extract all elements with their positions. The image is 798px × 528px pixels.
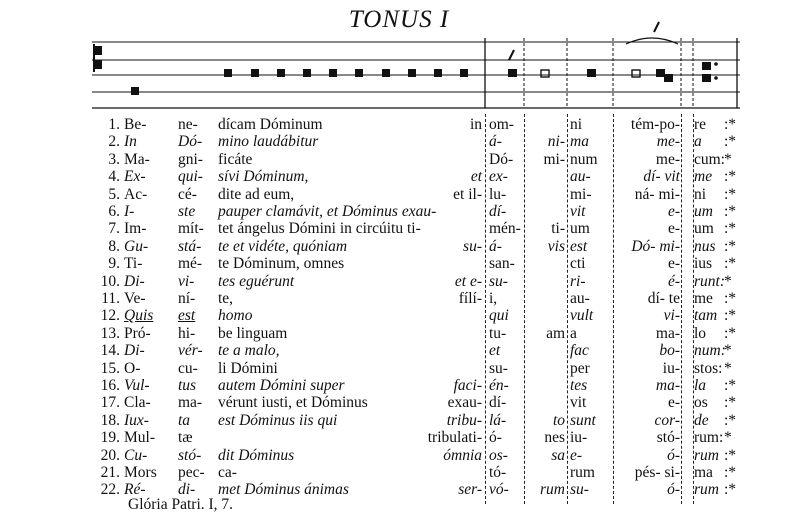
verse-syllable: Ve- [124, 290, 146, 307]
verse-syllable: á- [489, 237, 502, 255]
verse-syllable: ó- [667, 446, 680, 464]
verse-syllable: dí- te [647, 290, 680, 307]
verse-syllable: ta [178, 411, 191, 429]
verse-syllable: vérunt iusti, et Dóminus [218, 394, 368, 412]
column-divider [524, 114, 525, 504]
verse-syllable: te et vidéte, quóniam [218, 237, 348, 255]
verse-syllable: Ac- [124, 185, 148, 203]
verse-syllable: ser- [458, 481, 482, 499]
verse-syllable: :* [724, 464, 737, 481]
verse-syllable: tribulati- [427, 429, 482, 447]
c-clef-icon [93, 44, 102, 72]
verse-syllable: sunt [570, 411, 596, 429]
verse-syllable: os [694, 394, 708, 412]
verse-number: 11. [101, 290, 120, 307]
verse-syllable: et e- [454, 272, 482, 290]
verse-syllable: e- [570, 446, 583, 464]
verse-syllable: runt: [694, 272, 725, 290]
verse-syllable: Cu- [124, 446, 148, 464]
verse-syllable: stá- [178, 237, 202, 255]
verse-number: 22. [100, 481, 120, 499]
verse-syllable: iu- [570, 429, 588, 447]
verse-syllable: di- [178, 481, 196, 499]
verse-syllable: de [694, 411, 709, 429]
verse-syllable: i, [489, 290, 498, 307]
verse-syllable: to [552, 411, 565, 429]
verse-syllable: Ré- [124, 481, 146, 499]
verse-syllable: :* [724, 116, 737, 133]
verse-syllable: num [570, 150, 598, 168]
verse-number: 19. [100, 429, 120, 447]
verse-number: 9. [108, 255, 120, 273]
verse-syllable: nus [694, 237, 716, 255]
verse-syllable: su- [489, 272, 508, 290]
verse-syllable: me [694, 168, 713, 186]
verse-syllable: in [469, 116, 482, 133]
verse-syllable: dite ad eum, [218, 185, 295, 203]
verse-number: 15. [100, 359, 120, 377]
verse-syllable: stó- [178, 446, 202, 464]
verse-syllable: lo [694, 324, 707, 342]
verse-number: 21. [100, 464, 120, 481]
verse-syllable: :* [724, 324, 737, 342]
verse-syllable: Mul- [124, 429, 155, 447]
verse-syllable: In [124, 133, 137, 151]
verse-syllable: su- [463, 237, 482, 255]
verse-syllable: ni- [547, 133, 565, 151]
verse-syllable: met Dóminus ánimas [218, 481, 349, 499]
verse-syllable: faci- [453, 377, 482, 394]
verse-syllable: ma [570, 133, 589, 151]
verse-syllable: ó- [667, 481, 680, 499]
column-divider [567, 114, 568, 504]
verse-syllable: rum [570, 464, 595, 481]
verse-number: 3. [108, 150, 120, 168]
gloria-patri: Glória Patri. I, 7. [128, 496, 234, 513]
verse-syllable: :* [724, 203, 737, 220]
verse-syllable: stó- [656, 429, 680, 447]
verse-syllable: :* [724, 481, 737, 499]
verse-syllable: be linguam [218, 324, 288, 342]
verse-number: 14. [100, 342, 120, 360]
verse-syllable: Ex- [124, 168, 146, 186]
verse-syllable: vult [570, 307, 594, 325]
verse-syllable: est [570, 237, 588, 255]
verse-syllable: mé- [178, 255, 203, 273]
verse-syllable: vis [547, 237, 565, 255]
verse-syllable: :* [724, 255, 737, 273]
verse-syllable: Di- [124, 272, 145, 290]
verse-syllable: :* [724, 411, 737, 429]
verse-syllable: Di- [124, 342, 145, 360]
verse-syllable: ma [694, 464, 713, 481]
verse-syllable: su- [570, 481, 589, 499]
verse-syllable: mén- [489, 220, 521, 238]
verse-number: 5. [108, 185, 120, 203]
verse-syllable: iu- [662, 359, 680, 377]
verse-syllable: e- [667, 203, 680, 220]
verse-syllable: pauper clamávit, et Dóminus exau- [218, 203, 437, 220]
verse-syllable: tes eguérunt [218, 272, 295, 290]
verse-syllable: ne- [178, 116, 198, 133]
verse-number: 7. [108, 220, 120, 238]
verse-number: 10. [100, 272, 120, 290]
verse-syllable: * [724, 359, 732, 377]
verse-syllable: Dó- [178, 133, 203, 151]
verse-syllable: Cla- [124, 394, 151, 412]
verse-syllable: Iux- [124, 411, 149, 429]
verse-syllable: * [724, 342, 732, 360]
column-divider [681, 114, 682, 504]
verse-syllable: * [724, 429, 732, 447]
verse-syllable: :* [724, 185, 737, 203]
verse-syllable: fílí- [458, 290, 482, 307]
verse-number: 6. [108, 203, 120, 220]
verse-syllable: vit [570, 203, 586, 220]
verse-syllable: ri- [570, 272, 586, 290]
verse-syllable: bo- [659, 342, 680, 360]
chant-title: TONUS I [348, 6, 450, 33]
verse-syllable: tes [570, 377, 588, 394]
verse-syllable: é- [667, 272, 680, 290]
verse-syllable: san- [489, 255, 515, 273]
verse-syllable: tus [178, 377, 197, 394]
verse-syllable: cum: [694, 150, 725, 168]
verse-syllable: ste [178, 203, 196, 220]
verse-syllable: Be- [124, 116, 147, 133]
verse-syllable: tam [694, 307, 718, 325]
verse-syllable: autem Dómini super [218, 377, 345, 394]
verse-syllable: la [694, 377, 707, 394]
verse-syllable: tu- [489, 324, 507, 342]
verse-syllable: om- [489, 116, 514, 133]
verse-syllable: per [570, 359, 590, 377]
verse-syllable: qui- [178, 168, 203, 186]
verse-syllable: dícam Dóminum [218, 116, 323, 133]
verse-syllable: :* [724, 394, 737, 412]
verse-syllable: dí- vit [643, 168, 680, 186]
verse-syllable: Pró- [124, 324, 151, 342]
verse-syllable: rum [540, 481, 565, 499]
verse-syllable: mi- [543, 150, 565, 168]
verse-syllable: ma- [178, 394, 203, 412]
verse-syllable: Ma- [124, 150, 150, 168]
verse-syllable: um [694, 203, 713, 220]
verse-syllable: mít- [178, 220, 204, 238]
verse-syllable: ni [694, 185, 707, 203]
verse-number: 12. [100, 307, 120, 325]
verse-number: 13. [100, 324, 120, 342]
chant-staff [0, 0, 798, 120]
verse-syllable: pec- [178, 464, 205, 481]
verse-syllable: Im- [124, 220, 147, 238]
verse-syllable: su- [489, 359, 508, 377]
verse-syllable: :* [724, 307, 737, 325]
verse-syllable: te, [218, 290, 234, 307]
neume-notes [131, 62, 711, 95]
verse-syllable: Dó- [489, 150, 514, 168]
verse-syllable: :* [724, 220, 737, 238]
verse-syllable: rum: [694, 429, 724, 447]
verse-syllable: stos: [694, 359, 723, 377]
verse-syllable: pés- si- [634, 464, 680, 481]
verse-syllable: a [570, 324, 577, 342]
verse-syllable: ti- [551, 220, 565, 238]
verse-syllable: e- [667, 220, 680, 238]
verse-syllable: am [546, 324, 565, 342]
verse-syllable: nes [544, 429, 565, 447]
verse-syllable: tribu- [446, 411, 482, 429]
verse-syllable: est [178, 307, 196, 325]
verse-syllable: vi- [663, 307, 680, 325]
verse-syllable: homo [218, 307, 253, 325]
verse-syllable: tó- [489, 464, 507, 481]
verse-syllable: tém-po- [630, 116, 680, 133]
verse-syllable: vó- [489, 481, 509, 499]
verse-syllable: vit [570, 394, 587, 412]
verse-syllable: exau- [447, 394, 482, 412]
verse-syllable: li Dómini [218, 359, 278, 377]
verse-syllable: sívi Dóminum, [218, 168, 309, 186]
verse-syllable: e- [667, 394, 680, 412]
verse-syllable: :* [724, 290, 737, 307]
verse-syllable: Dó- mi- [631, 237, 680, 255]
verse-syllable: I- [124, 203, 135, 220]
verse-syllable: :* [724, 133, 737, 151]
verse-number: 20. [100, 446, 120, 464]
verse-syllable: dit Dóminus [218, 446, 295, 464]
verse-syllable: Ti- [124, 255, 143, 273]
verse-syllable: ma- [655, 377, 680, 394]
verse-syllable: tet ángelus Dómini in circúitu ti- [218, 220, 421, 238]
verse-syllable: ma- [655, 324, 680, 342]
verse-syllable: hi- [178, 324, 196, 342]
verse-syllable: ní- [178, 290, 196, 307]
verse-syllable: fac [570, 342, 589, 360]
verse-syllable: :* [724, 377, 737, 394]
verse-number: 18. [100, 411, 120, 429]
verse-syllable: num: [694, 342, 726, 360]
verse-syllable: dí- [489, 394, 507, 412]
verse-syllable: :* [724, 168, 737, 186]
verse-number: 8. [108, 237, 120, 255]
verse-syllable: lu- [489, 185, 507, 203]
verse-syllable: sa [551, 446, 565, 464]
verse-syllable: :* [724, 446, 737, 464]
verse-syllable: Vul- [124, 377, 150, 394]
verse-syllable: gni- [178, 150, 203, 168]
verse-syllable: au- [570, 290, 590, 307]
verse-syllable: mino laudábitur [218, 133, 319, 151]
verse-syllable: Gu- [124, 237, 149, 255]
verse-syllable: et il- [453, 185, 482, 203]
verse-syllable: ius [694, 255, 713, 273]
verse-syllable: os- [489, 446, 508, 464]
verse-syllable: cé- [178, 185, 197, 203]
verse-syllable: mi- [570, 185, 592, 203]
verse-syllable: Mors [124, 464, 157, 481]
column-divider [485, 114, 486, 504]
verse-number: 4. [108, 168, 120, 186]
verse-syllable: cu- [178, 359, 198, 377]
verse-syllable: dí- [489, 203, 507, 220]
verse-syllable: ca- [218, 464, 237, 481]
verse-syllable: ficáte [218, 150, 253, 168]
verse-syllable: O- [124, 359, 141, 377]
column-divider [613, 114, 614, 504]
verse-syllable: tæ [178, 429, 193, 447]
verse-number: 17. [100, 394, 120, 412]
verse-syllable: én- [489, 377, 509, 394]
verse-syllable: me [694, 290, 713, 307]
verse-syllable: cti [570, 255, 586, 273]
verse-syllable: a [694, 133, 702, 151]
verse-syllable: rum [694, 446, 719, 464]
verse-syllable: au- [570, 168, 591, 186]
verse-syllable: cor- [654, 411, 680, 429]
verse-syllable: * [724, 272, 732, 290]
verse-number: 16. [100, 377, 120, 394]
verse-syllable: me- [656, 133, 680, 151]
verse-syllable: est Dóminus iis qui [218, 411, 338, 429]
verse-syllable: re [694, 116, 707, 133]
verse-syllable: te Dóminum, omnes [218, 255, 345, 273]
verse-syllable: * [724, 150, 732, 168]
verse-syllable: um [694, 220, 714, 238]
verse-syllable: á- [489, 133, 502, 151]
verse-syllable: me- [655, 150, 680, 168]
verse-syllable: ná- mi- [634, 185, 680, 203]
verse-syllable: e- [667, 255, 680, 273]
verse-syllable: ni [570, 116, 583, 133]
verse-syllable: qui [489, 307, 509, 325]
verse-syllable: :* [724, 237, 737, 255]
verse-syllable: et [470, 168, 482, 186]
verse-syllable: lá- [489, 411, 507, 429]
verse-syllable: rum [694, 481, 719, 499]
verse-syllable: te a malo, [218, 342, 280, 360]
verse-syllable: um [570, 220, 590, 238]
verse-syllable: ó- [489, 429, 502, 447]
verse-number: 2. [108, 133, 120, 151]
verse-syllable: Quis [124, 307, 154, 325]
verse-syllable: ex- [489, 168, 508, 186]
verse-syllable: et [489, 342, 501, 360]
verse-number: 1. [108, 116, 120, 133]
verse-syllable: vi- [178, 272, 195, 290]
verse-syllable: vér- [178, 342, 203, 360]
verse-syllable: ómnia [443, 446, 482, 464]
